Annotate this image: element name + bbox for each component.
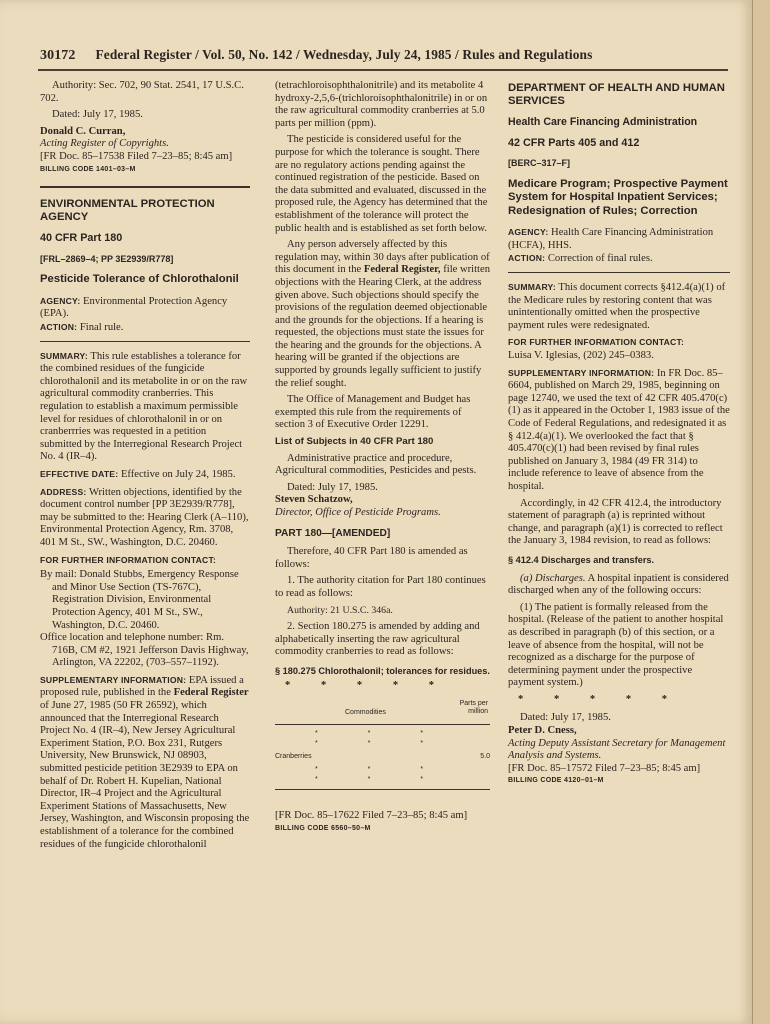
header-title: Federal Register / Vol. 50, No. 142 / Wednesday, July 24, 1985 / Rules and Regulations [95,47,593,62]
paragraph: The Office of Management and Budget has exempted this rule from the requirements of section 3 of Executive Order 12291. [275,394,471,431]
section-heading: § 412.4 Discharges and transfers. [508,554,655,565]
fr-doc: [FR Doc. 85–17622 Filed 7–23–85; 8:45 am] [275,810,468,822]
therefore-text: Therefore, 40 CFR Part 180 is amended as follows: [275,546,468,570]
paragraph-a-label: (a) Discharges. [520,572,586,584]
paragraph-a1: (1) The patient is formally released from the hospital. (Release of the patient to another hospital as described in paragraph (b) of this section, or a leave of absence from the hospital, will not be recognized as a discharge for the purpose of determining payment under the prospective payment system.) [508,601,724,689]
paragraph-part: file written objections with the Hearing Clerk, at the address given above. Such objections should specify the provisions of the regulation deemed objectionable and the grounds for the objections. If a hearing is requested, the objections must state the issues for the hearing and the grounds for the objections. A hearing will be granted if the objections are supported by grounds legally sufficient to justify the relief sought. [275,264,490,389]
paragraph-a-text: A hospital inpatient is considered discharged when any of the following occurs: [508,572,729,597]
summary-text: This rule establishes a tolerance for the combined residues of the fungicide chlorothalonil and its metabolite in or on the raw agricultural commodity cranberries. This regulation to establish a maximum permissible level for residues of chlorothalonil in or on cranberrries was requested in a petition submitted by the Interregional Research Project No. 4 (IR–4). [40,350,248,463]
tolerance-table [275,698,490,790]
supplementary-label: SUPPLEMENTARY INFORMATION: [508,367,655,378]
section-divider [40,186,250,188]
signer-title: Acting Register of Copyrights. [40,138,169,150]
signer: Steven Schatzow, [275,494,353,506]
part-heading: PART 180—[AMENDED] [275,527,391,539]
running-header [40,47,740,64]
billing-code: BILLING CODE 6560–50–M [275,824,371,832]
contact-label: FOR FURTHER INFORMATION CONTACT: [40,554,217,565]
agency-heading: ENVIRONMENTAL PROTECTION AGENCY [40,198,215,224]
docket-number: [BERC–317–F] [508,158,571,169]
billing-code: BILLING CODE 4120–01–M [508,777,604,785]
dated: Dated: July 17, 1985. [52,109,143,121]
subjects-text: Administrative practice and procedure, Agricultural commodities, Pesticides and pests. [275,452,477,477]
supplementary-label: SUPPLEMENTARY INFORMATION: [40,674,187,685]
agency-label: AGENCY: [40,295,81,306]
authority-citation: Authority: 21 U.S.C. 346a. [287,604,393,616]
header-rule [38,69,728,71]
table-ellipsis: * * * * * * [315,730,448,748]
effective-date-label: EFFECTIVE DATE: [40,468,119,479]
billing-code: BILLING CODE 1401–03–M [40,165,136,173]
signer-title: Acting Deputy Assistant Secretary for Management Analysis and Systems. [508,737,726,762]
action-text: Correction of final rules. [547,253,653,265]
summary-label: SUMMARY: [508,282,556,293]
address-label: ADDRESS: [40,486,87,497]
federal-register-ref: Federal Register, [363,264,441,276]
dated: Dated: July 17, 1985. [287,481,378,493]
table-row [275,753,490,761]
agency-text: Environmental Protection Agency (EPA). [40,295,228,320]
agency-label: AGENCY: [508,227,549,238]
table-ellipsis: * * * * * * [315,766,448,784]
ellipsis-stars: * * * * * [285,679,449,691]
accordingly-text: Accordingly, in 42 CFR 412.4, the introductory statement of paragraph (a) is reprinted without change, and paragraph (a)(1) is corrected to reflect the January 3, 1984 revision, to read as follows: [508,497,723,547]
divider [40,341,250,342]
ellipsis-stars: * * * * * [518,693,682,705]
column-3 [508,80,730,792]
supplementary-text-1: EPA issued a proposed rule, published in the [40,674,244,699]
page-edge [752,0,770,1024]
cfr-parts: 42 CFR Parts 405 and 412 [508,136,640,149]
signer-title: Director, Office of Pesticide Programs. [275,507,441,518]
cell-commodity: Cranberries [275,753,312,761]
contact-label: FOR FURTHER INFORMATION CONTACT: [508,337,685,348]
item-2: 2. Section 180.275 is amended by adding and alphabetically inserting the raw agricultural commodity cranberries to read as follows: [275,621,480,658]
column-header-commodities: Commodities [345,709,386,717]
paragraph: The pesticide is considered useful for the purpose for which the tolerance is sought. There are no regulatory actions pending against the continued registration of the pesticide. Based on the data submitted and evaluated, discussed in the proposed rule, the Agency has determined that the establishment of the tolerance will protect the public health and is established as set forth below. [275,134,488,234]
action-label: ACTION: [508,253,546,264]
section-heading: § 180.275 Chlorothalonil; tolerances for residues. [275,665,490,676]
table-header [275,698,490,725]
authority: Authority: Sec. 702, 90 Stat. 2541, 17 U.S.C. 702. [40,80,244,104]
docket-number: [FRL–2869–4; PP 3E2939/R778] [40,253,174,264]
page-number: 30172 [40,48,76,63]
rule-title: Medicare Program; Prospective Payment System for Hospital Inpatient Services; Redesignation of Rules; Correction [508,177,728,217]
item-1: 1. The authority citation for Part 180 continues to read as follows: [275,575,486,599]
paragraph: (tetrachloroisophthalonitrile) and its metabolite 4 hydroxy-2,5,6-(trichloroisophthalonitrile) in or on the raw agricultural commodity cranberries at 5.0 parts per million (ppm). [275,80,488,129]
department-heading: DEPARTMENT OF HEALTH AND HUMAN SERVICES [508,82,725,107]
dated: Dated: July 17, 1985. [520,712,611,724]
contact-text: Luisa V. Iglesias, (202) 245–0383. [508,350,654,362]
column-1 [40,80,250,855]
subjects-heading: List of Subjects in 40 CFR Part 180 [275,436,434,448]
supplementary-text-2: of June 27, 1985 (50 FR 26592), which announced that the Interregional Research Project No. 4 (IR–4), New Jersey Agricultural Experiment Station, P.O. Box 231, Rutgers University, New Brunswick, NJ 08903, submitted pesticide petition 3E2939 to EPA on behalf of Dr. Robert H. Kupelian, National Director, IR–4 Project and the Agricultural Experiment Stations of Massachusetts, New Jersey, Washington, and Wisconsin proposing the establishment of a tolerance for the combined residues of the fungicide chlorothalonil [40,700,250,850]
effective-date-text: Effective on July 24, 1985. [120,468,236,480]
action-text: Final rule. [79,322,124,334]
fr-doc: [FR Doc. 85–17538 Filed 7–23–85; 8:45 am] [40,150,233,162]
paragraph-part: Any person adversely affected by this regulation may, within 30 days after publication of this document in the [275,239,490,276]
fr-doc: [FR Doc. 85–17572 Filed 7–23–85; 8:45 am] [508,762,701,774]
column-header-ppm: Parts per million [459,700,488,716]
federal-register-ref: Federal Register [173,687,249,699]
summary-label: SUMMARY: [40,350,88,361]
cfr-part: 40 CFR Part 180 [40,232,123,245]
agency-text: Health Care Financing Administration (HCFA), HHS. [508,227,714,251]
supplementary-text: In FR Doc. 85–6604, published on March 29, 1985, beginning on page 12740, we used the text of 42 CFR 405.470(c)(1) as it appeared in the October 1, 1983 issue of the Code of Federal Regulations, and redesignated it as § 412.4(a)(1). We overlooked the fact that § 405.470(c)(1) had been revised by final rules published on January 3, 1984 (49 FR 314) to include reference to leave of absence from the hospital. [508,367,730,492]
cell-ppm: 5.0 [480,753,490,761]
table-bottom-rule [275,789,490,790]
administration-heading: Health Care Financing Administration [508,116,698,128]
rule-title: Pesticide Tolerance of Chlorothalonil [40,273,239,286]
contact-office: Office location and telephone number: Rm. 716B, CM #2, 1921 Jefferson Davis Highway, Arlington, VA 22202, (703–557–1192). [40,632,249,669]
address-text: Written objections, identified by the document control number [PP 3E2939/R778], may be submitted to the: Hearing Clerk (A–110), Environmental Protection Agency, Rm. 3708, 401 M St., SW., Washington, D.C. 20460. [40,486,249,548]
signer: Donald C. Curran, [40,125,126,137]
summary-text: This document corrects §412.4(a)(1) of the Medicare rules by restoring content that was unintentionally omitted when the prospective payment rules were redesignated. [508,282,726,331]
contact-mail: By mail: Donald Stubbs, Emergency Response and Minor Use Section (TS-767C), Registration Division, Environmental Protection Agency, 401 M St., SW., Washington, D.C. 20460. [40,569,239,631]
action-label: ACTION: [40,322,78,333]
signer: Peter D. Cness, [508,725,577,737]
divider [508,272,730,273]
column-2 [275,80,490,839]
